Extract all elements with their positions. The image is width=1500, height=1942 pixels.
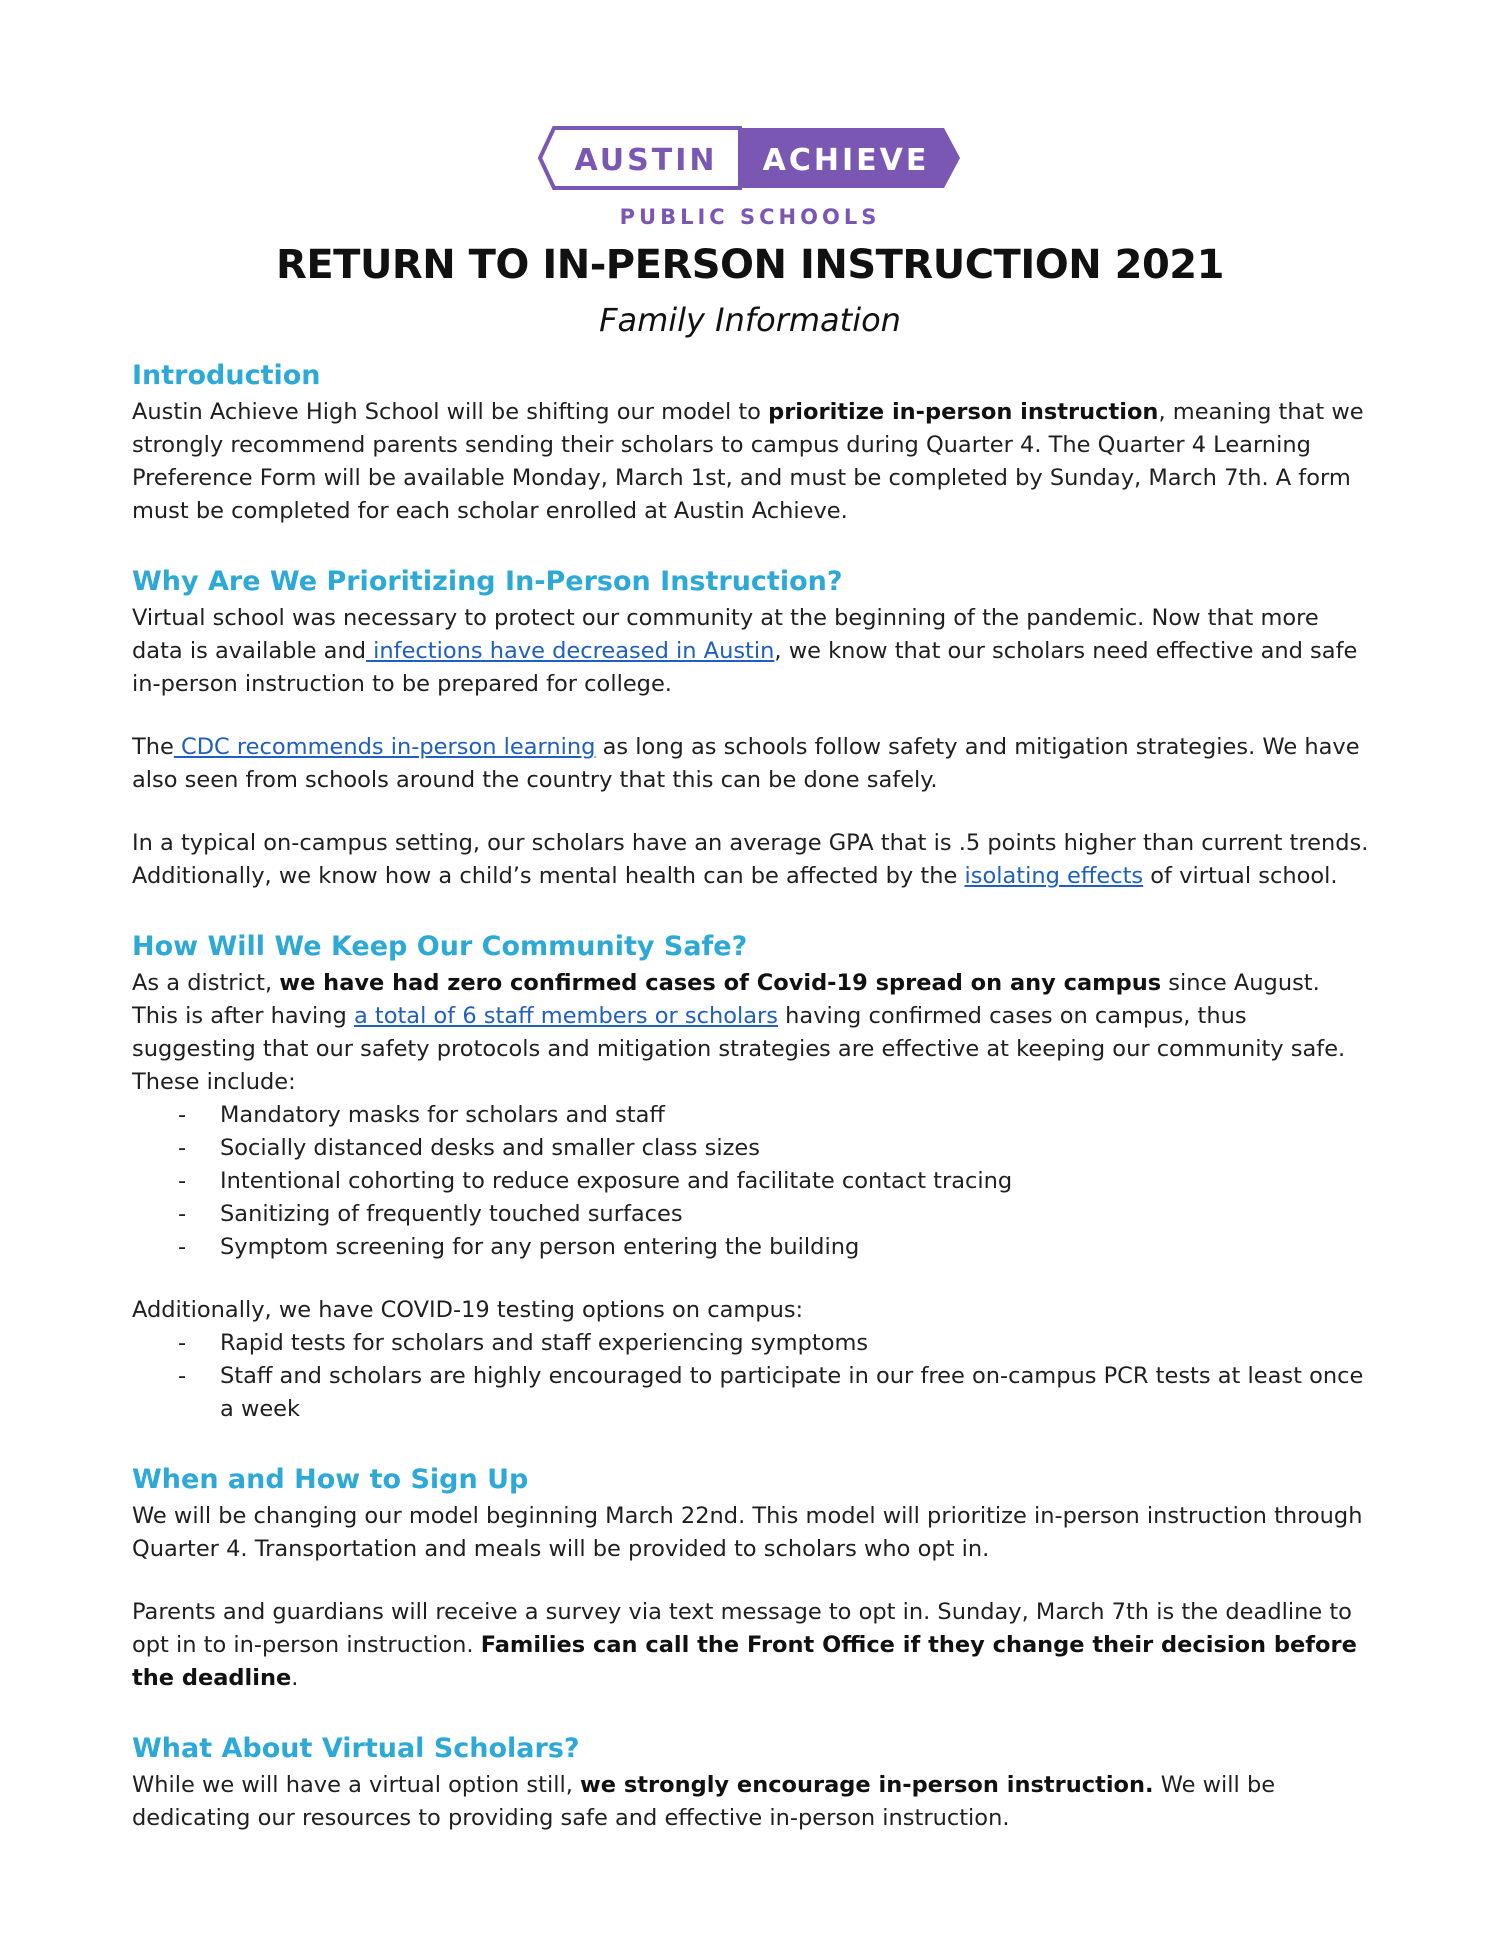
list-item (132, 1360, 1372, 1426)
text-run: Virtual school was necessary to protect our community at the beginning of the pandemic. Now that more data is available and (132, 605, 1319, 664)
infections-link[interactable]: infections have decreased in Austin (366, 638, 775, 664)
section-heading-safe: How Will We Keep Our Community Safe? (132, 931, 748, 962)
signup-paragraph-2 (132, 1596, 1372, 1695)
text-run: . (291, 1665, 299, 1691)
list-item (132, 1198, 1372, 1231)
dash-bullet: - (178, 1135, 187, 1161)
text-run: In a typical on-campus setting, our scholars have an average GPA that is .5 points higher than current trends. Additionally, we know how a child’s mental health can be affected by the (132, 830, 1369, 889)
logo-left-word: AUSTIN (574, 143, 718, 178)
text-run: While we will have a virtual option still, (132, 1772, 581, 1798)
text-run: since August. This is after having (132, 970, 1320, 1029)
intro-paragraph (132, 396, 1372, 528)
testing-options-list (132, 1327, 1372, 1426)
section-heading-introduction: Introduction (132, 360, 321, 391)
testing-paragraph: Additionally, we have COVID-19 testing options on campus: (132, 1297, 804, 1323)
text-run: The (132, 734, 174, 760)
safety-measures-list (132, 1099, 1372, 1264)
text-run: , meaning that we strongly recommend parents sending their scholars to campus during Quarter 4. The Quarter 4 Learning Preference Form will be available Monday, March 1st, and must be completed by Sunday, March 7th. A form must be completed for each scholar enrolled at Austin Achieve. (132, 399, 1364, 524)
logo-right-word: ACHIEVE (762, 143, 930, 178)
list-item (132, 1231, 1372, 1264)
why-paragraph-2 (132, 731, 1372, 797)
list-item (132, 1165, 1372, 1198)
dash-bullet: - (178, 1330, 187, 1356)
section-heading-virtual: What About Virtual Scholars? (132, 1733, 580, 1764)
list-item (132, 1099, 1372, 1132)
text-run: As a district, (132, 970, 280, 996)
list-item-text: Staff and scholars are highly encouraged to participate in our free on-campus PCR tests at least once a week (220, 1363, 1364, 1422)
why-paragraph-1 (132, 602, 1372, 701)
section-heading-why: Why Are We Prioritizing In-Person Instruction? (132, 566, 843, 597)
text-run: Parents and guardians will receive a survey via text message to opt in. Sunday, March 7th is the deadline to opt in to in-person instruction. (132, 1599, 1352, 1658)
dash-bullet: - (178, 1168, 187, 1194)
text-run: of virtual school. (1143, 863, 1338, 889)
list-item-text: Socially distanced desks and smaller class sizes (220, 1135, 760, 1161)
bold-text: Families can call the Front Office if they change their decision before the deadline (132, 1632, 1357, 1691)
safe-paragraph-1 (132, 967, 1372, 1099)
cdc-link[interactable]: CDC recommends in-person learning (173, 734, 596, 760)
bold-text: we strongly encourage in-person instruction. (580, 1772, 1154, 1798)
list-item-text: Mandatory masks for scholars and staff (220, 1102, 665, 1128)
list-item-text: Symptom screening for any person entering the building (220, 1234, 860, 1260)
text-run: , we know that our scholars need effective and safe in-person instruction to be prepared for college. (132, 638, 1358, 697)
dash-bullet: - (178, 1363, 187, 1389)
list-item-text: Intentional cohorting to reduce exposure and facilitate contact tracing (220, 1168, 1013, 1194)
isolating-effects-link[interactable]: isolating effects (964, 863, 1144, 889)
dash-bullet: - (178, 1234, 187, 1260)
signup-paragraph-1: We will be changing our model beginning March 22nd. This model will prioritize in-person instruction through Quarter 4. Transportation and meals will be provided to scholars who opt in. (132, 1503, 1363, 1562)
austin-achieve-logo (536, 126, 964, 232)
why-paragraph-3 (132, 827, 1372, 893)
list-item-text: Sanitizing of frequently touched surfaces (220, 1201, 683, 1227)
section-heading-signup: When and How to Sign Up (132, 1464, 529, 1495)
text-run: having confirmed cases on campus, thus suggesting that our safety protocols and mitigation strategies are effective at keeping our community safe. These include: (132, 1003, 1346, 1095)
bold-text: we have had zero confirmed cases of Covid-19 spread on any campus (279, 970, 1162, 996)
logo-sub-word: PUBLIC SCHOOLS (619, 205, 881, 229)
virtual-paragraph (132, 1769, 1372, 1835)
page-title: RETURN TO IN-PERSON INSTRUCTION 2021 (276, 242, 1224, 288)
dash-bullet: - (178, 1201, 187, 1227)
bold-text: prioritize in-person instruction (768, 399, 1159, 425)
list-item (132, 1132, 1372, 1165)
staff-cases-link[interactable]: a total of 6 staff members or scholars (353, 1003, 779, 1029)
list-item (132, 1327, 1372, 1360)
document-body (132, 356, 1372, 1835)
page-subtitle: Family Information (599, 301, 901, 339)
text-run: Austin Achieve High School will be shifting our model to (132, 399, 769, 425)
list-item-text: Rapid tests for scholars and staff experiencing symptoms (220, 1330, 869, 1356)
dash-bullet: - (178, 1102, 187, 1128)
text-run: We will be dedicating our resources to providing safe and effective in-person instruction. (132, 1772, 1276, 1831)
text-run: as long as schools follow safety and mitigation strategies. We have also seen from schools around the country that this can be done safely. (132, 734, 1360, 793)
